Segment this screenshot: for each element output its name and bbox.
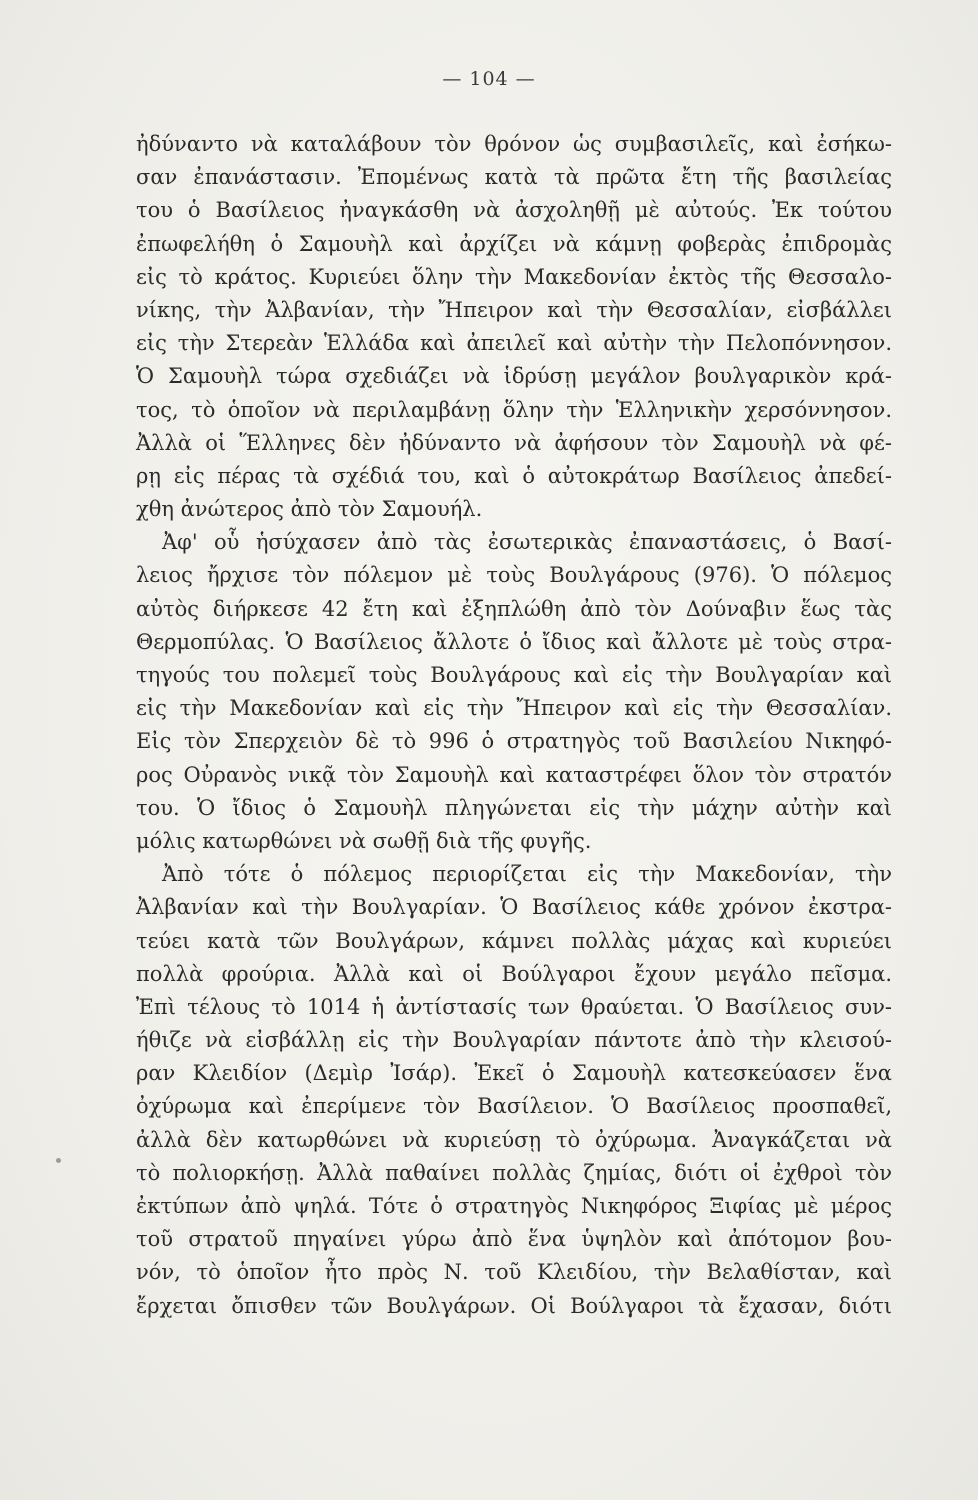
paper-speck [56, 1158, 61, 1163]
text-line: Ὁ Σαμουὴλ τώρα σχεδιάζει νὰ ἱδρύσῃ μεγάλον βουλγαρικὸν κρά- [136, 364, 892, 389]
text-line: ρῃ εἰς πέρας τὰ σχέδιά του, καὶ ὁ αὐτοκράτωρ Βασίλειος ἀπεδεί- [136, 463, 892, 488]
text-line: τὸ πολιορκήσῃ. Ἀλλὰ παθαίνει πολλὰς ζημίας, διότι οἱ ἐχθροὶ τὸν [136, 1160, 892, 1185]
text-line: Θερμοπύλας. Ὁ Βασίλειος ἄλλοτε ὁ ἴδιος καὶ ἄλλοτε μὲ τοὺς στρα- [136, 629, 892, 654]
text-line: ἠδύναντο νὰ καταλάβουν τὸν θρόνον ὡς συμβασιλεῖς, καὶ ἐσήκω- [136, 132, 892, 156]
text-line: τος, τὸ ὁποῖον νὰ περιλαμβάνῃ ὅλην τὴν Ἑλληνικὴν χερσόννησον. [136, 397, 892, 422]
text-line: Ἀλβανίαν καὶ τὴν Βουλγαρίαν. Ὁ Βασίλειος κάθε χρόνον ἐκστρα- [136, 895, 892, 920]
text-line: Ἀφ' οὗ ἡσύχασεν ἀπὸ τὰς ἐσωτερικὰς ἐπαναστάσεις, ὁ Βασί- [162, 530, 892, 555]
text-line: ήθιζε νὰ εἰσβάλλῃ εἰς τὴν Βουλγαρίαν πάντοτε ἀπὸ τὴν κλεισού- [136, 1028, 892, 1053]
text-line: ἐκτύπων ἀπὸ ψηλά. Τότε ὁ στρατηγὸς Νικηφόρος Ξιφίας μὲ μέρος [136, 1194, 892, 1218]
text-line: λειος ἤρχισε τὸν πόλεμον μὲ τοὺς Βουλγάρους (976). Ὁ πόλεμος [136, 563, 892, 588]
text-line: ραν Κλειδίον (Δεμὶρ Ἰσάρ). Ἐκεῖ ὁ Σαμουὴλ κατεσκεύασεν ἕνα [136, 1061, 892, 1086]
text-line: εἰς τὴν Στερεὰν Ἑλλάδα καὶ ἀπειλεῖ καὶ αὐτὴν τὴν Πελοπόννησον. [136, 331, 892, 356]
text-line: χθη ἀνώτερος ἀπὸ τὸν Σαμουήλ. [136, 497, 483, 522]
text-line: Εἰς τὸν Σπερχειὸν δὲ τὸ 996 ὁ στρατηγὸς τοῦ Βασιλείου Νικηφό- [136, 729, 892, 754]
text-line: του ὁ Βασίλειος ἠναγκάσθη νὰ ἀσχοληθῇ μὲ αὐτούς. Ἐκ τούτου [136, 198, 892, 223]
text-line: ἔρχεται ὄπισθεν τῶν Βουλγάρων. Οἱ Βούλγαροι τὰ ἔχασαν, διότι [136, 1293, 892, 1318]
text-line: ἐπωφελήθη ὁ Σαμουὴλ καὶ ἀρχίζει νὰ κάμνῃ φοβερὰς ἐπιδρομὰς [136, 231, 892, 256]
page-number: — 104 — [442, 68, 536, 90]
text-line: εἰς τὸ κράτος. Κυριεύει ὅλην τὴν Μακεδονίαν ἐκτὸς τῆς Θεσσαλο- [136, 264, 892, 289]
text-line: σαν ἐπανάστασιν. Ἐπομένως κατὰ τὰ πρῶτα ἔτη τῆς βασιλείας [136, 165, 892, 190]
text-line: ὀχύρωμα καὶ ἐπερίμενε τὸν Βασίλειον. Ὁ Βασίλειος προσπαθεῖ, [136, 1094, 892, 1119]
text-line: τηγούς του πολεμεῖ τοὺς Βουλγάρους καὶ εἰς τὴν Βουλγαρίαν καὶ [136, 663, 892, 687]
text-line: ἀλλὰ δὲν κατωρθώνει νὰ κυριεύσῃ τὸ ὀχύρωμα. Ἀναγκάζεται νὰ [136, 1127, 892, 1152]
text-line: αὐτὸς διήρκεσε 42 ἔτη καὶ ἐξηπλώθη ἀπὸ τὸν Δούναβιν ἕως τὰς [136, 596, 892, 621]
text-line: νόν, τὸ ὁποῖον ἦτο πρὸς Ν. τοῦ Κλειδίου, τὴν Βελαθίσταν, καὶ [136, 1260, 892, 1285]
text-line: μόλις κατωρθώνει νὰ σωθῇ διὰ τῆς φυγῆς. [136, 828, 592, 853]
text-line: ρος Οὐρανὸς νικᾷ τὸν Σαμουὴλ καὶ καταστρέφει ὅλον τὸν στρατόν [136, 762, 892, 787]
text-line: τεύει κατὰ τῶν Βουλγάρων, κάμνει πολλὰς μάχας καὶ κυριεύει [136, 928, 892, 953]
text-line: Ἐπὶ τέλους τὸ 1014 ἡ ἀντίστασίς των θραύεται. Ὁ Βασίλειος συν- [136, 994, 892, 1019]
text-line: τοῦ στρατοῦ πηγαίνει γύρω ἀπὸ ἕνα ὑψηλὸν καὶ ἀπότομον βου- [136, 1227, 892, 1252]
text-line: πολλὰ φρούρια. Ἀλλὰ καὶ οἱ Βούλγαροι ἔχουν μεγάλο πεῖσμα. [136, 961, 892, 986]
text-line: Ἀπὸ τότε ὁ πόλεμος περιορίζεται εἰς τὴν Μακεδονίαν, τὴν [162, 862, 892, 887]
text-line: Ἀλλὰ οἱ Ἕλληνες δὲν ἠδύναντο νὰ ἀφήσουν τὸν Σαμουὴλ νὰ φέ- [136, 430, 892, 455]
text-line: εἰς τὴν Μακεδονίαν καὶ εἰς τὴν Ἤπειρον καὶ εἰς τὴν Θεσσαλίαν. [136, 696, 892, 721]
text-line: νίκης, τὴν Ἀλβανίαν, τὴν Ἤπειρον καὶ τὴν Θεσσαλίαν, εἰσβάλλει [136, 297, 892, 322]
text-line: του. Ὁ ἴδιος ὁ Σαμουὴλ πληγώνεται εἰς τὴν μάχην αὐτὴν καὶ [136, 795, 892, 820]
body-text [136, 128, 892, 1323]
